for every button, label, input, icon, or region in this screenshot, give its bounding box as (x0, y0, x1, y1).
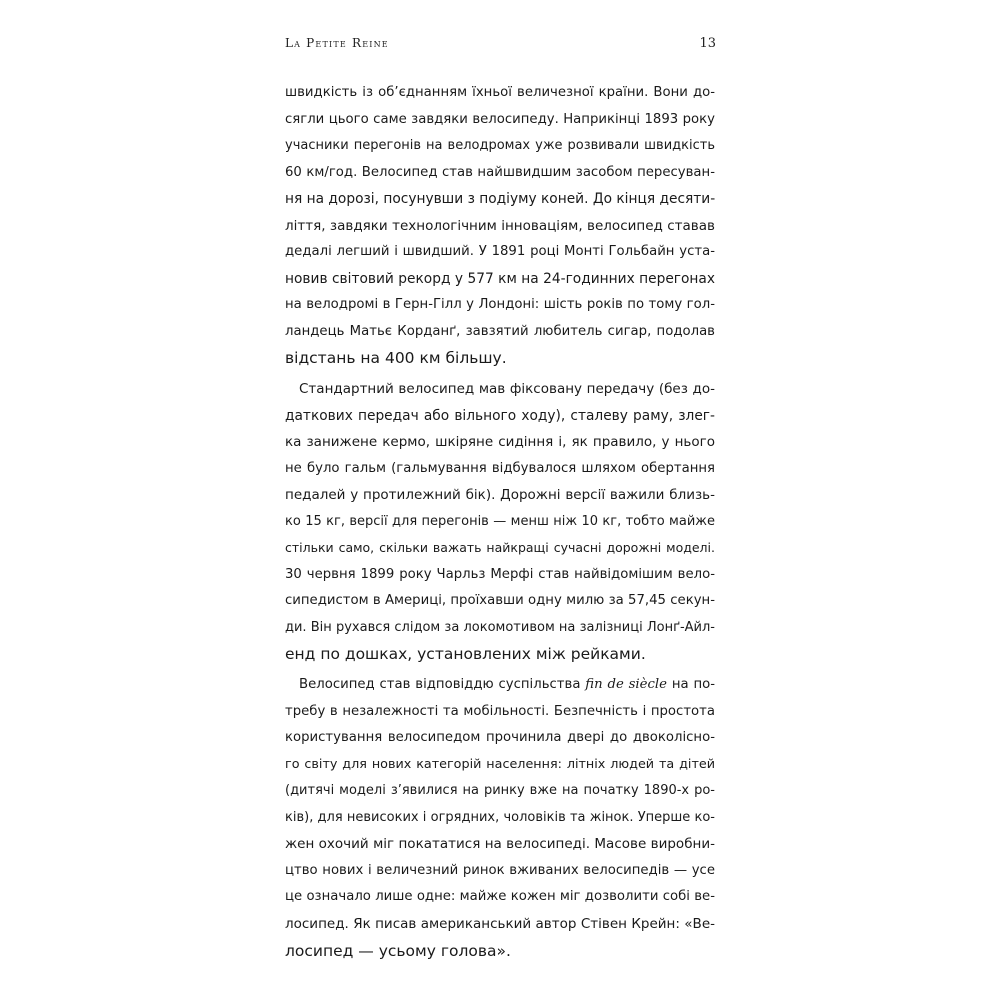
text-line: (дитячі моделі з’явилися на ринку вже на початку 1890-х ро- (285, 783, 715, 799)
text-line: ка занижене кермо, шкіряне сидіння і, як правило, у нього (285, 434, 715, 451)
text-line: ліття, завдяки технологічним інноваціям, велосипед ставав (285, 217, 715, 234)
text-line: требу в незалежності та мобільності. Безпечність і простота (285, 703, 715, 719)
text-line (285, 672, 715, 699)
text-line: сипедистом в Америці, проїхавши одну милю за 57,45 секун- (285, 593, 715, 609)
text-line: відстань на 400 км більшу. (285, 349, 507, 368)
italic-phrase: fin de siècle (585, 677, 668, 693)
text-line: педалей у протилежний бік). Дорожні версії важили близь- (285, 487, 715, 504)
text-line: не було гальм (гальмування відбувалося шляхом обертання (285, 460, 715, 476)
text-line: новив світовий рекорд у 577 км на 24-годинних перегонах (285, 270, 715, 287)
text-line: жен охочий міг покататися на велосипеді. Масове виробни- (285, 836, 715, 853)
text-line: швидкість із об’єднанням їхньої величезної країни. Вони до- (285, 85, 715, 100)
text-line: 30 червня 1899 року Чарльз Мерфі став найвідомішим вело- (285, 566, 715, 582)
text-line: лосипед — усьому голова». (285, 941, 511, 960)
paragraph-3 (285, 672, 715, 964)
text-line: учасники перегонів на велодромах уже розвивали швидкість (285, 138, 715, 154)
text-line: стільки само, скільки важать найкращі сучасні дорожні моделі. (285, 540, 715, 556)
text-line: енд по дошках, установлених між рейками. (285, 645, 646, 664)
text-line: дедалі легший і швидший. У 1891 році Монті Гольбайн уста- (285, 244, 715, 260)
text-line: даткових передач або вільного ходу), сталеву раму, злег- (285, 407, 715, 424)
text-line: го світу для нових категорій населення: літніх людей та дітей (285, 756, 715, 772)
text-line: ди. Він рухався слідом за локомотивом на залізниці Лонґ-Айл- (285, 619, 715, 635)
text-line: цтво нових і величезний ринок вживаних велосипедів — усе (285, 862, 715, 878)
text-line: 60 км/год. Велосипед став найшвидшим засобом пересуван- (285, 164, 715, 180)
body-text (285, 80, 715, 964)
text-line: ків), для невисоких і огрядних, чоловіків та жінок. Уперше ко- (285, 809, 715, 825)
text-line: лосипед. Як писав американський автор Стівен Крейн: «Ве- (285, 915, 715, 932)
paragraph-2 (285, 376, 715, 668)
paragraph-1 (285, 80, 715, 372)
text-line: сягли цього саме завдяки велосипеду. Наприкінці 1893 року (285, 111, 715, 127)
text-line: на велодромі в Герн-Гілл у Лондоні: шість років по тому гол- (285, 297, 715, 313)
text-line: користування велосипедом прочинила двері до двоколісно- (285, 730, 715, 746)
text-line: це означало лише одне: майже кожен міг дозволити собі ве- (285, 889, 715, 905)
text-line: ня на дорозі, посунувши з подіуму коней. До кінця десяти- (285, 191, 715, 208)
page-number: 13 (699, 36, 716, 51)
running-title: La Petite Reine (285, 36, 389, 50)
text-run: Велосипед став відповіддю суспільства (299, 677, 586, 693)
text-line: Стандартний велосипед мав фіксовану передачу (без до- (299, 381, 715, 398)
text-line: ко 15 кг, версії для перегонів — менш ніж 10 кг, тобто майже (285, 513, 715, 529)
text-line: ландець Матьє Корданґ, завзятий любитель сигар, подолав (285, 323, 715, 339)
text-run: на по- (667, 677, 715, 693)
